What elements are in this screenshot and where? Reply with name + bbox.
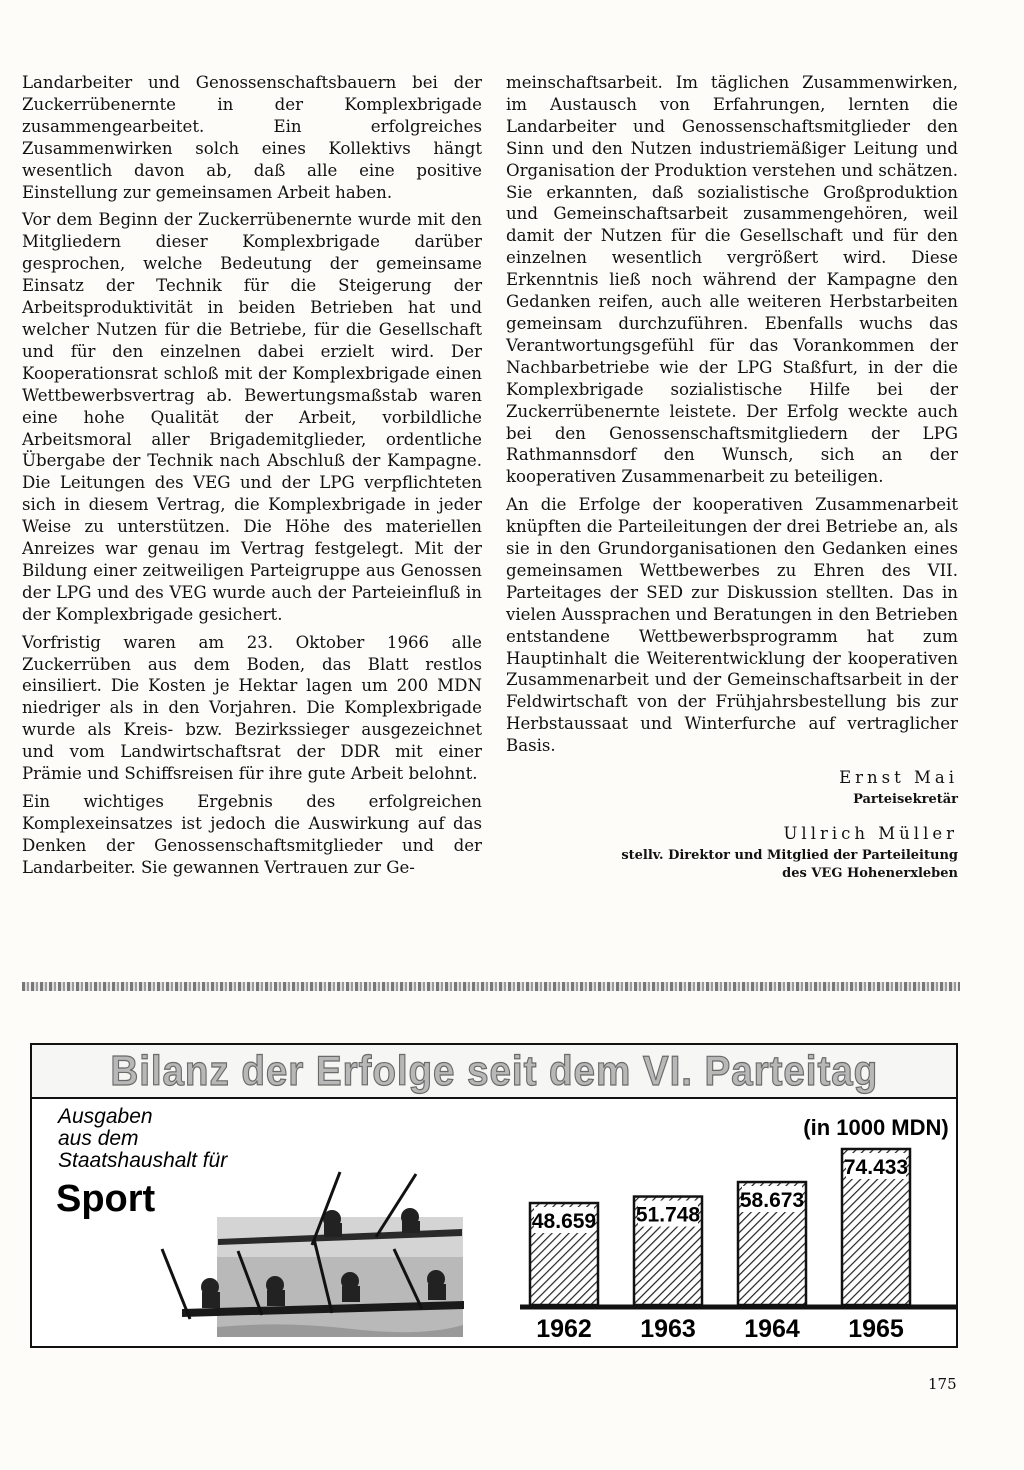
signature-role-2-line2: des VEG Hohenerxleben bbox=[782, 865, 958, 881]
signature-block bbox=[506, 767, 958, 883]
kayak-photo bbox=[162, 1172, 464, 1337]
caption-text bbox=[56, 1105, 228, 1220]
value-label: 51.748 bbox=[635, 1203, 701, 1227]
category-label: 1962 bbox=[536, 1315, 592, 1343]
article-paragraph: An die Erfolge der kooperativen Zusammenarbeit knüpften die Parteileitungen der drei Betriebe an, als sie in den Grundorganisationen den Gedanken eines gemeinsamen Wettbewerbes zu Ehren des VII. Parteitages der SED zur Diskussion stellten. Das in vielen Aussprachen und Beratungen in den Betrieben entstandene Wettbewerbsprogramm hat zum Hauptinhalt die Weiterentwicklung der kooperativen Zusammenarbeit und der Gemeinschaftsarbeit in der Feldwirtschaft von der Frühjahrsbestellung bis zur Herbstaussaat und Winterfurche auf vertraglicher Basis. bbox=[506, 495, 958, 756]
caption-topic: Sport bbox=[56, 1178, 156, 1220]
article-paragraph: meinschaftsarbeit. Im täglichen Zusammenwirken, im Austausch von Erfahrungen, lernten die Landarbeiter und Genossenschaftsmitglieder den Sinn und den Nutzen industriemäßiger Leitung und Organisation der Produktion verstehen und schätzen. Sie erkannten, daß sozialistische Großproduktion und Gemeinschaftsarbeit zusammengehören, weil damit der Nutzen für die Gesellschaft und für den einzelnen wesentlich vergrößert wird. Diese Erkenntnis ließ noch während der Kampagne den Gedanken reifen, auch alle weiteren Herbstarbeiten gemeinsam durchzuführen. Ebenfalls wuchs das Verantwortungsgefühl für das Vorankommen der Nachbarbetriebe wie der LPG Staßfurt, in der die Komplexbrigade sozialistische Hilfe bei der Zuckerrübenernte leistete. Der Erfolg weckte auch bei den Genossenschaftsmitgliedern der LPG Rathmannsdorf den Wunsch, sich an der kooperativen Zusammenarbeit zu beteiligen. bbox=[506, 73, 958, 487]
value-label: 48.659 bbox=[531, 1210, 597, 1234]
signature-role-2-line1: stellv. Direktor und Mitglied der Parteileitung bbox=[621, 847, 958, 863]
article-paragraph: Vorfristig waren am 23. Oktober 1966 alle Zuckerrüben aus dem Boden, das Blatt restlos einsiliert. Die Kosten je Hektar lagen um 200 MDN niedriger als in den Vorjahren. Die Komplexbrigade wurde als Kreis- bzw. Bezirkssieger ausgezeichnet und vom Landwirtschaftsrat der DDR mit einer Prämie und Schiffsreisen für ihre gute Arbeit belohnt. bbox=[22, 632, 482, 784]
article-paragraph: Ein wichtiges Ergebnis des erfolgreichen Komplexeinsatzes ist jedoch die Auswirkung auf das Denken der Genossenschaftsmitglieder und der Landarbeiter. Sie gewannen Vertrauen zur Ge- bbox=[22, 792, 482, 877]
caption-line-1: Ausgaben bbox=[58, 1105, 153, 1128]
signature-role-2 bbox=[506, 847, 958, 883]
signature-name-1: Ernst Mai bbox=[839, 768, 958, 788]
infobox-banner bbox=[32, 1045, 956, 1099]
chart-unit-label: (in 1000 MDN) bbox=[803, 1115, 949, 1140]
category-label: 1964 bbox=[744, 1315, 800, 1343]
sport-chart bbox=[32, 1099, 956, 1346]
category-label: 1963 bbox=[640, 1315, 696, 1343]
article-left-column bbox=[22, 72, 482, 885]
right-paragraphs bbox=[506, 72, 958, 757]
section-separator bbox=[22, 982, 960, 991]
statistics-infobox bbox=[30, 1043, 958, 1348]
article-paragraph: Landarbeiter und Genossenschaftsbauern bei der Zuckerrübenernte in der Komplexbrigade zusammengearbeitet. Ein erfolgreiches Zusammenwirken solch eines Kollektivs hängt wesentlich davon ab, daß alle eine positive Einstellung zur gemeinsamen Arbeit haben. bbox=[22, 73, 482, 202]
caption-line-2: aus dem bbox=[58, 1127, 139, 1150]
chart-bars bbox=[530, 1149, 910, 1343]
category-label: 1965 bbox=[848, 1315, 904, 1343]
article-right-column bbox=[506, 72, 958, 883]
value-label: 58.673 bbox=[739, 1189, 805, 1213]
signature-role-1: Parteisekretär bbox=[853, 792, 958, 807]
value-label: 74.433 bbox=[843, 1156, 909, 1179]
signature-name-2: Ullrich Müller bbox=[783, 824, 958, 843]
article-paragraph: Vor dem Beginn der Zuckerrübenernte wurde mit den Mitgliedern dieser Komplexbrigade darüber gesprochen, welche Bedeutung der gemeinsame Einsatz der Technik für die Steigerung der Arbeitsproduktivität in beiden Betrieben hat und welcher Nutzen für die Betriebe, für die Gesellschaft und für den einzelnen dabei erzielt wird. Der Kooperationsrat schloß mit der Komplexbrigade einen Wettbewerbsvertrag ab. Bewertungsmaßstab waren eine hohe Qualität der Arbeit, vorbildliche Arbeitsmoral aller Brigademitglieder, ordentliche Übergabe der Technik nach Abschluß der Kampagne. Die Leitungen des VEG und der LPG verpflichteten sich in diesem Vertrag, die Komplexbrigade in jeder Weise zu unterstützen. Die Höhe des materiellen Anreizes war genau im Vertrag festgelegt. Mit der Bildung einer zeitweiligen Parteigruppe aus Genossen der LPG und des VEG wurde auch der Parteieinfluß in der Komplexbrigade gesichert. bbox=[22, 210, 482, 624]
caption-line-3: Staatshaushalt für bbox=[58, 1149, 228, 1172]
banner-title: Bilanz der Erfolge seit dem VI. Parteitag bbox=[110, 1047, 878, 1094]
page-number: 175 bbox=[928, 1375, 957, 1393]
